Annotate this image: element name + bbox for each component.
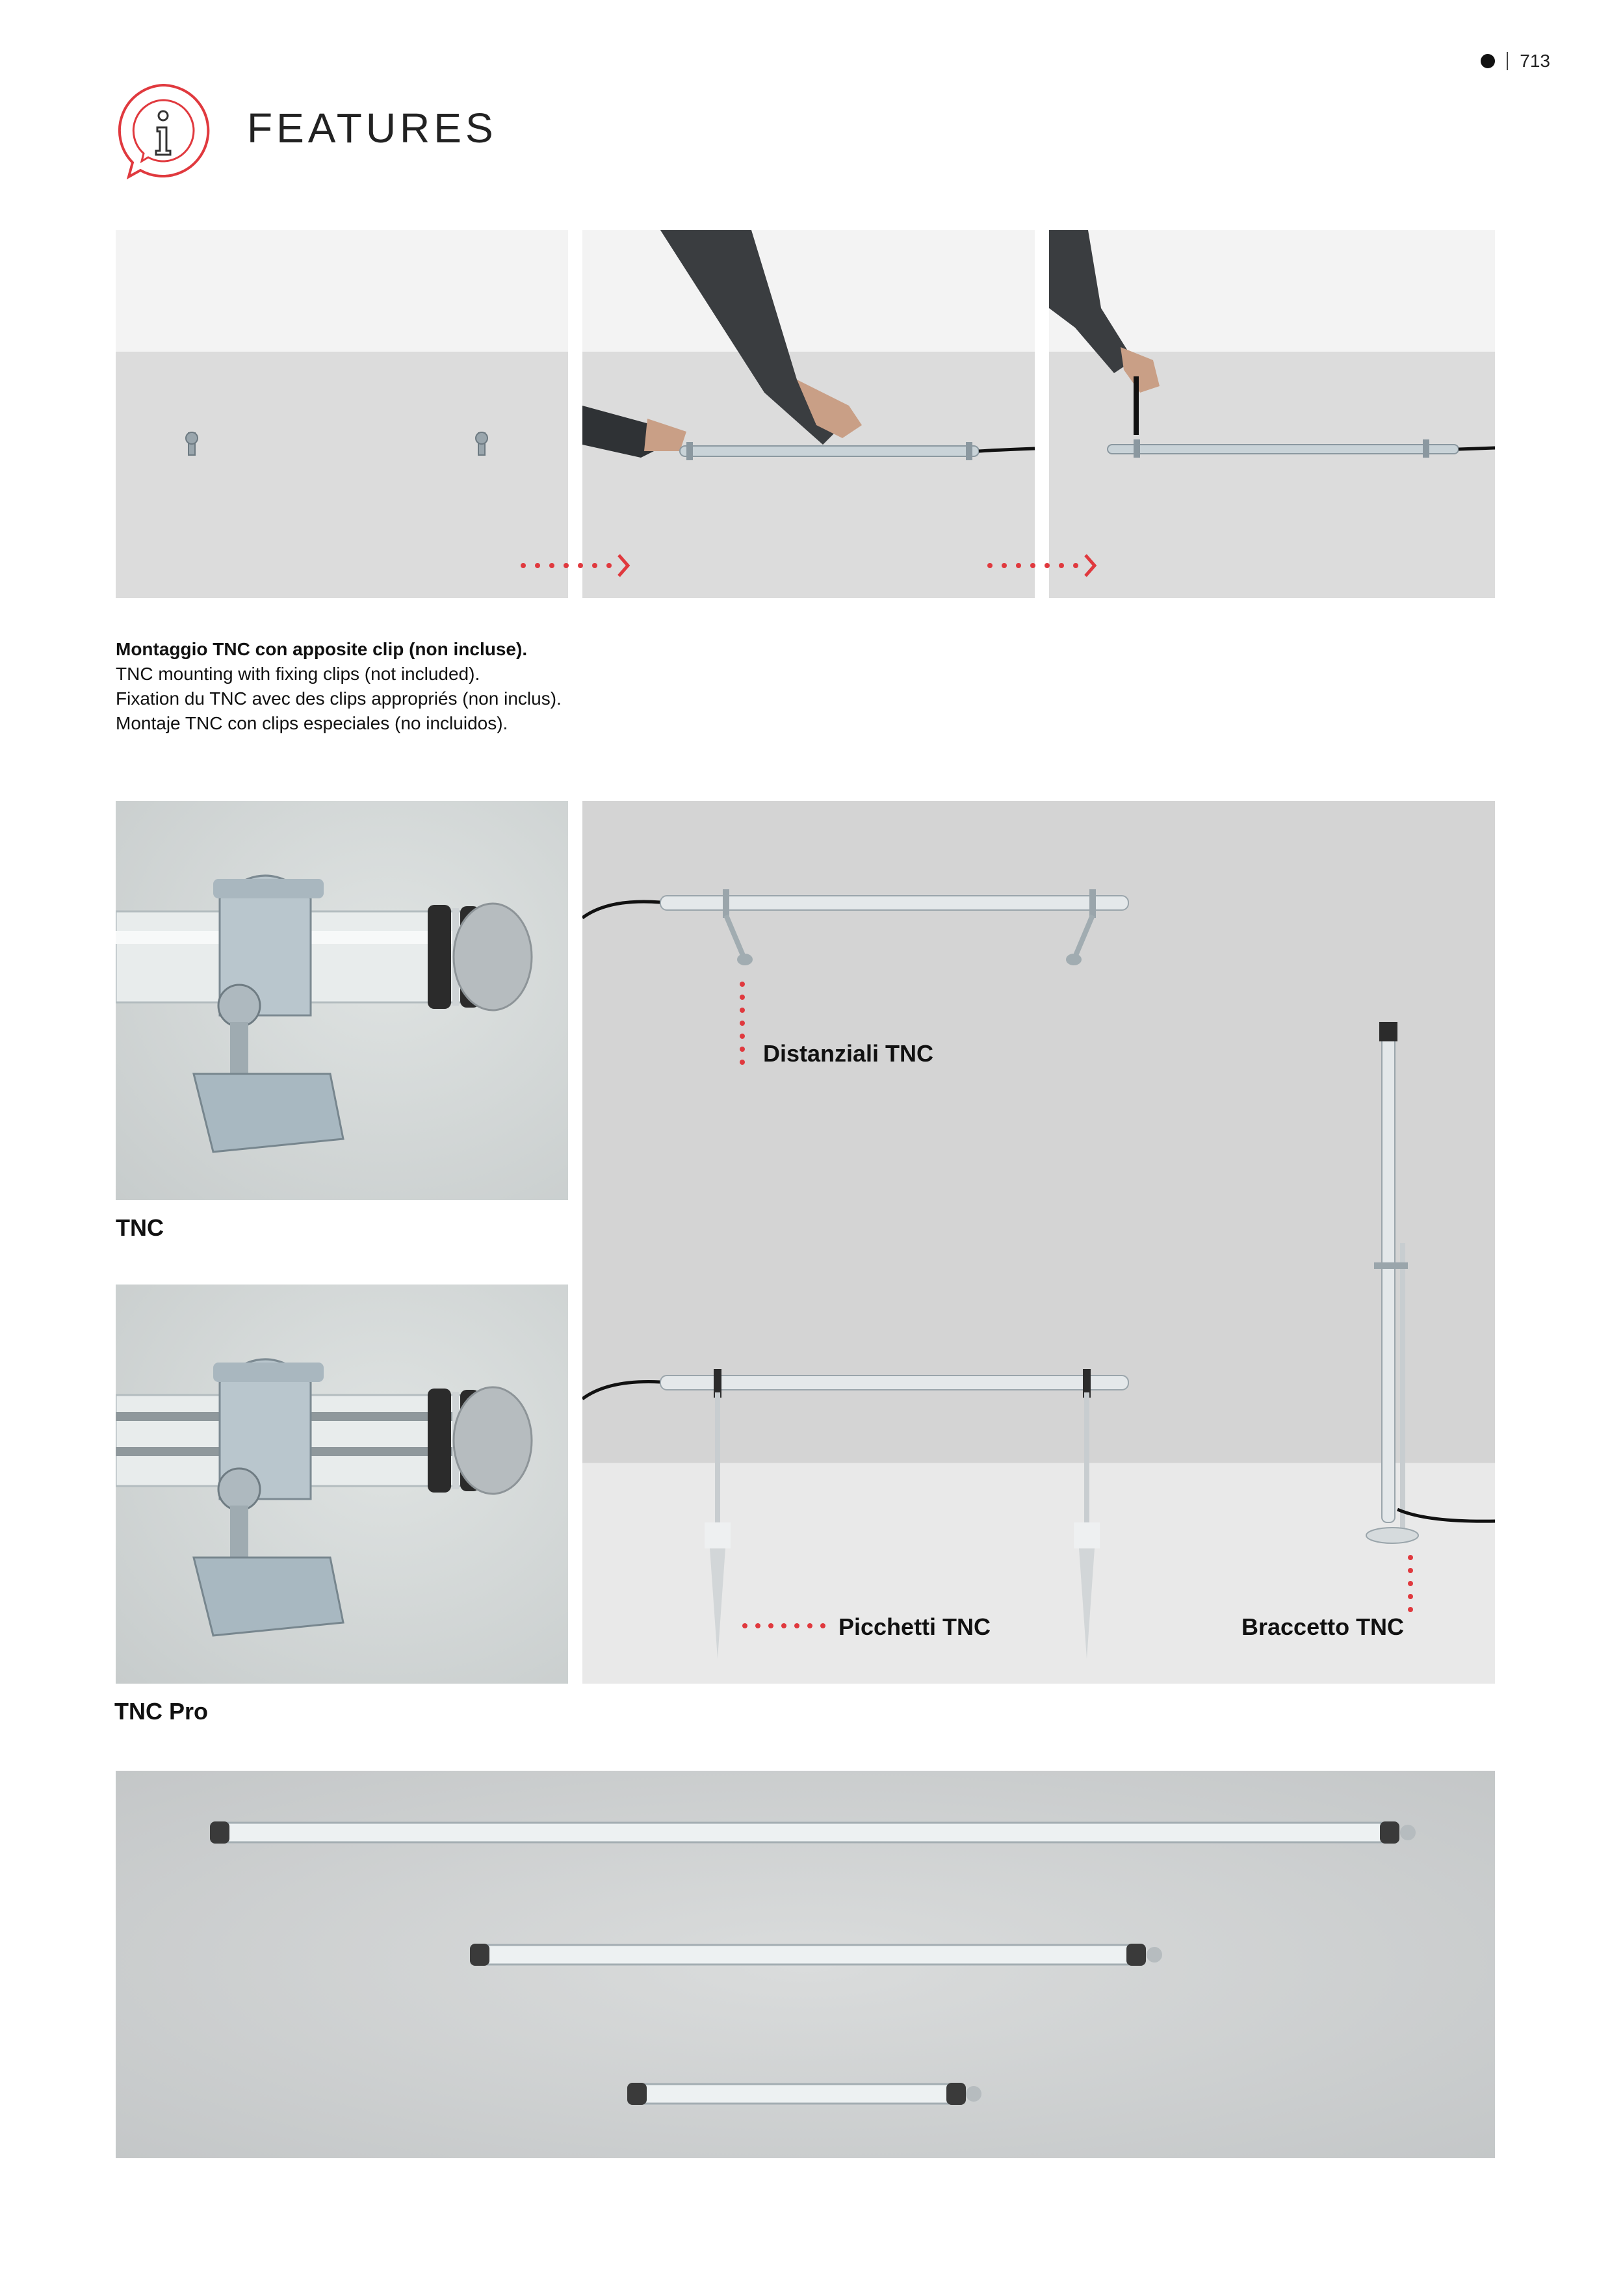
- bullet-icon: [1481, 54, 1495, 68]
- tnc-pro-clip-photo: [116, 1285, 568, 1684]
- caption-it: Montaggio TNC con apposite clip (non incluse).: [116, 639, 528, 659]
- mounting-caption: [116, 637, 562, 736]
- tnc-clip-photo: [116, 801, 568, 1200]
- product-label-tnc: TNC: [116, 1214, 164, 1241]
- product-label-tnc-pro: TNC Pro: [114, 1698, 208, 1725]
- mounting-step-1-photo: [116, 230, 568, 598]
- caption-fr: Fixation du TNC avec des clips appropriés (non inclus).: [116, 688, 562, 709]
- dotted-indicator-spacers: [738, 980, 746, 1065]
- accessory-label-stakes: Picchetti TNC: [838, 1613, 991, 1640]
- mounting-step-3-photo: [1049, 230, 1495, 598]
- tube-lengths-photo: [116, 1771, 1495, 2158]
- dotted-arrow-icon: [987, 553, 1117, 579]
- dotted-indicator-stakes: [741, 1621, 825, 1629]
- accessories-photo: [582, 801, 1495, 1684]
- accessory-label-spacers: Distanziali TNC: [763, 1040, 934, 1067]
- dotted-indicator-bracket: [1407, 1554, 1414, 1612]
- mounting-step-2-photo: [582, 230, 1035, 598]
- dotted-arrow-icon: [520, 553, 650, 579]
- section-title: FEATURES: [247, 105, 497, 151]
- accessory-label-bracket: Braccetto TNC: [1241, 1613, 1405, 1640]
- info-speech-bubble-icon: [114, 82, 212, 179]
- caption-en: TNC mounting with fixing clips (not included).: [116, 664, 480, 684]
- page-number: [1481, 51, 1550, 72]
- caption-es: Montaje TNC con clips especiales (no incluidos).: [116, 713, 508, 733]
- page-number-text: 713: [1520, 51, 1550, 71]
- divider: [1507, 52, 1508, 70]
